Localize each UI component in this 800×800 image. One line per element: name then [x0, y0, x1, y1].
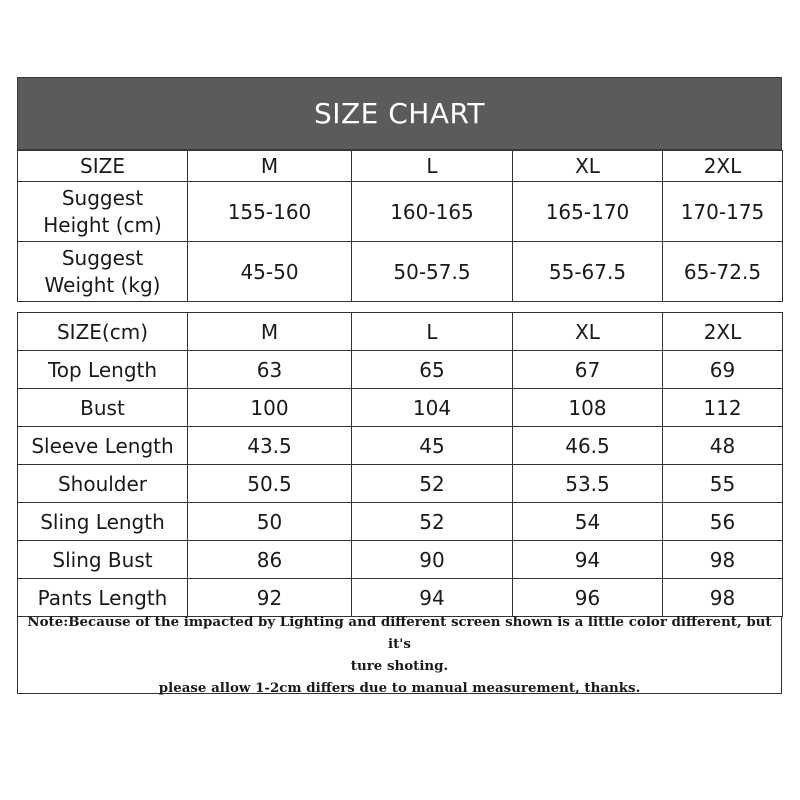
table-row: [18, 242, 783, 302]
row-label: [18, 182, 188, 242]
header-cell: XL: [513, 151, 663, 182]
header-cell: M: [188, 151, 352, 182]
row-label: Bust: [18, 389, 188, 427]
row-label-line: Height (cm): [43, 212, 162, 237]
note-line: ture shoting.: [350, 658, 449, 674]
row-label: [18, 242, 188, 302]
header-cell: XL: [513, 313, 663, 351]
row-label-line: Weight (kg): [44, 272, 161, 297]
row-label-line: Suggest: [61, 245, 144, 270]
table-cell: 50.5: [188, 465, 352, 503]
table-cell: 90: [352, 541, 513, 579]
suggest-table-header: [18, 151, 783, 182]
table-cell: 45: [352, 427, 513, 465]
measurement-table-header: [18, 313, 783, 351]
header-cell: SIZE: [18, 151, 188, 182]
table-cell: 108: [513, 389, 663, 427]
table-row: [18, 503, 783, 541]
table-cell: 65: [352, 351, 513, 389]
table-cell: 98: [663, 541, 783, 579]
row-label: Top Length: [18, 351, 188, 389]
table-cell: 94: [513, 541, 663, 579]
table-cell: 54: [513, 503, 663, 541]
table-row: [18, 182, 783, 242]
table-cell: 67: [513, 351, 663, 389]
table-cell: 100: [188, 389, 352, 427]
table-cell: 155-160: [188, 182, 352, 242]
table-cell: 45-50: [188, 242, 352, 302]
table-row: [18, 427, 783, 465]
measurement-table: [17, 312, 783, 617]
table-cell: 170-175: [663, 182, 783, 242]
table-cell: 165-170: [513, 182, 663, 242]
note-line: please allow 1-2cm differs due to manual measurement, thanks.: [158, 680, 641, 696]
table-cell: 56: [663, 503, 783, 541]
table-row: [18, 541, 783, 579]
header-cell: M: [188, 313, 352, 351]
chart-title: SIZE CHART: [17, 77, 782, 150]
table-cell: 104: [352, 389, 513, 427]
table-cell: 43.5: [188, 427, 352, 465]
row-label: Sleeve Length: [18, 427, 188, 465]
table-row: [18, 465, 783, 503]
table-cell: 48: [663, 427, 783, 465]
size-chart: [17, 77, 782, 694]
suggest-table: [17, 150, 783, 302]
note-line: Note:Because of the impacted by Lighting and different screen shown is a little color different, but it's: [27, 614, 772, 652]
table-cell: 52: [352, 465, 513, 503]
table-cell: 63: [188, 351, 352, 389]
row-label: Shoulder: [18, 465, 188, 503]
row-label: Sling Length: [18, 503, 188, 541]
table-row: [18, 351, 783, 389]
table-cell: 98: [663, 579, 783, 617]
table-cell: 46.5: [513, 427, 663, 465]
table-cell: 65-72.5: [663, 242, 783, 302]
table-row: [18, 389, 783, 427]
header-cell: L: [352, 313, 513, 351]
table-cell: 53.5: [513, 465, 663, 503]
table-cell: 92: [188, 579, 352, 617]
table-spacer: [17, 302, 782, 312]
table-cell: 55-67.5: [513, 242, 663, 302]
table-cell: 94: [352, 579, 513, 617]
row-label: Sling Bust: [18, 541, 188, 579]
table-cell: 50-57.5: [352, 242, 513, 302]
table-cell: 55: [663, 465, 783, 503]
measurement-note: [17, 614, 782, 696]
table-cell: 160-165: [352, 182, 513, 242]
header-cell: L: [352, 151, 513, 182]
table-cell: 112: [663, 389, 783, 427]
table-cell: 52: [352, 503, 513, 541]
table-cell: 96: [513, 579, 663, 617]
table-cell: 86: [188, 541, 352, 579]
row-label-line: Suggest: [61, 185, 144, 210]
header-cell: 2XL: [663, 313, 783, 351]
header-cell: SIZE(cm): [18, 313, 188, 351]
row-label: Pants Length: [18, 579, 188, 617]
header-cell: 2XL: [663, 151, 783, 182]
table-cell: 50: [188, 503, 352, 541]
table-cell: 69: [663, 351, 783, 389]
